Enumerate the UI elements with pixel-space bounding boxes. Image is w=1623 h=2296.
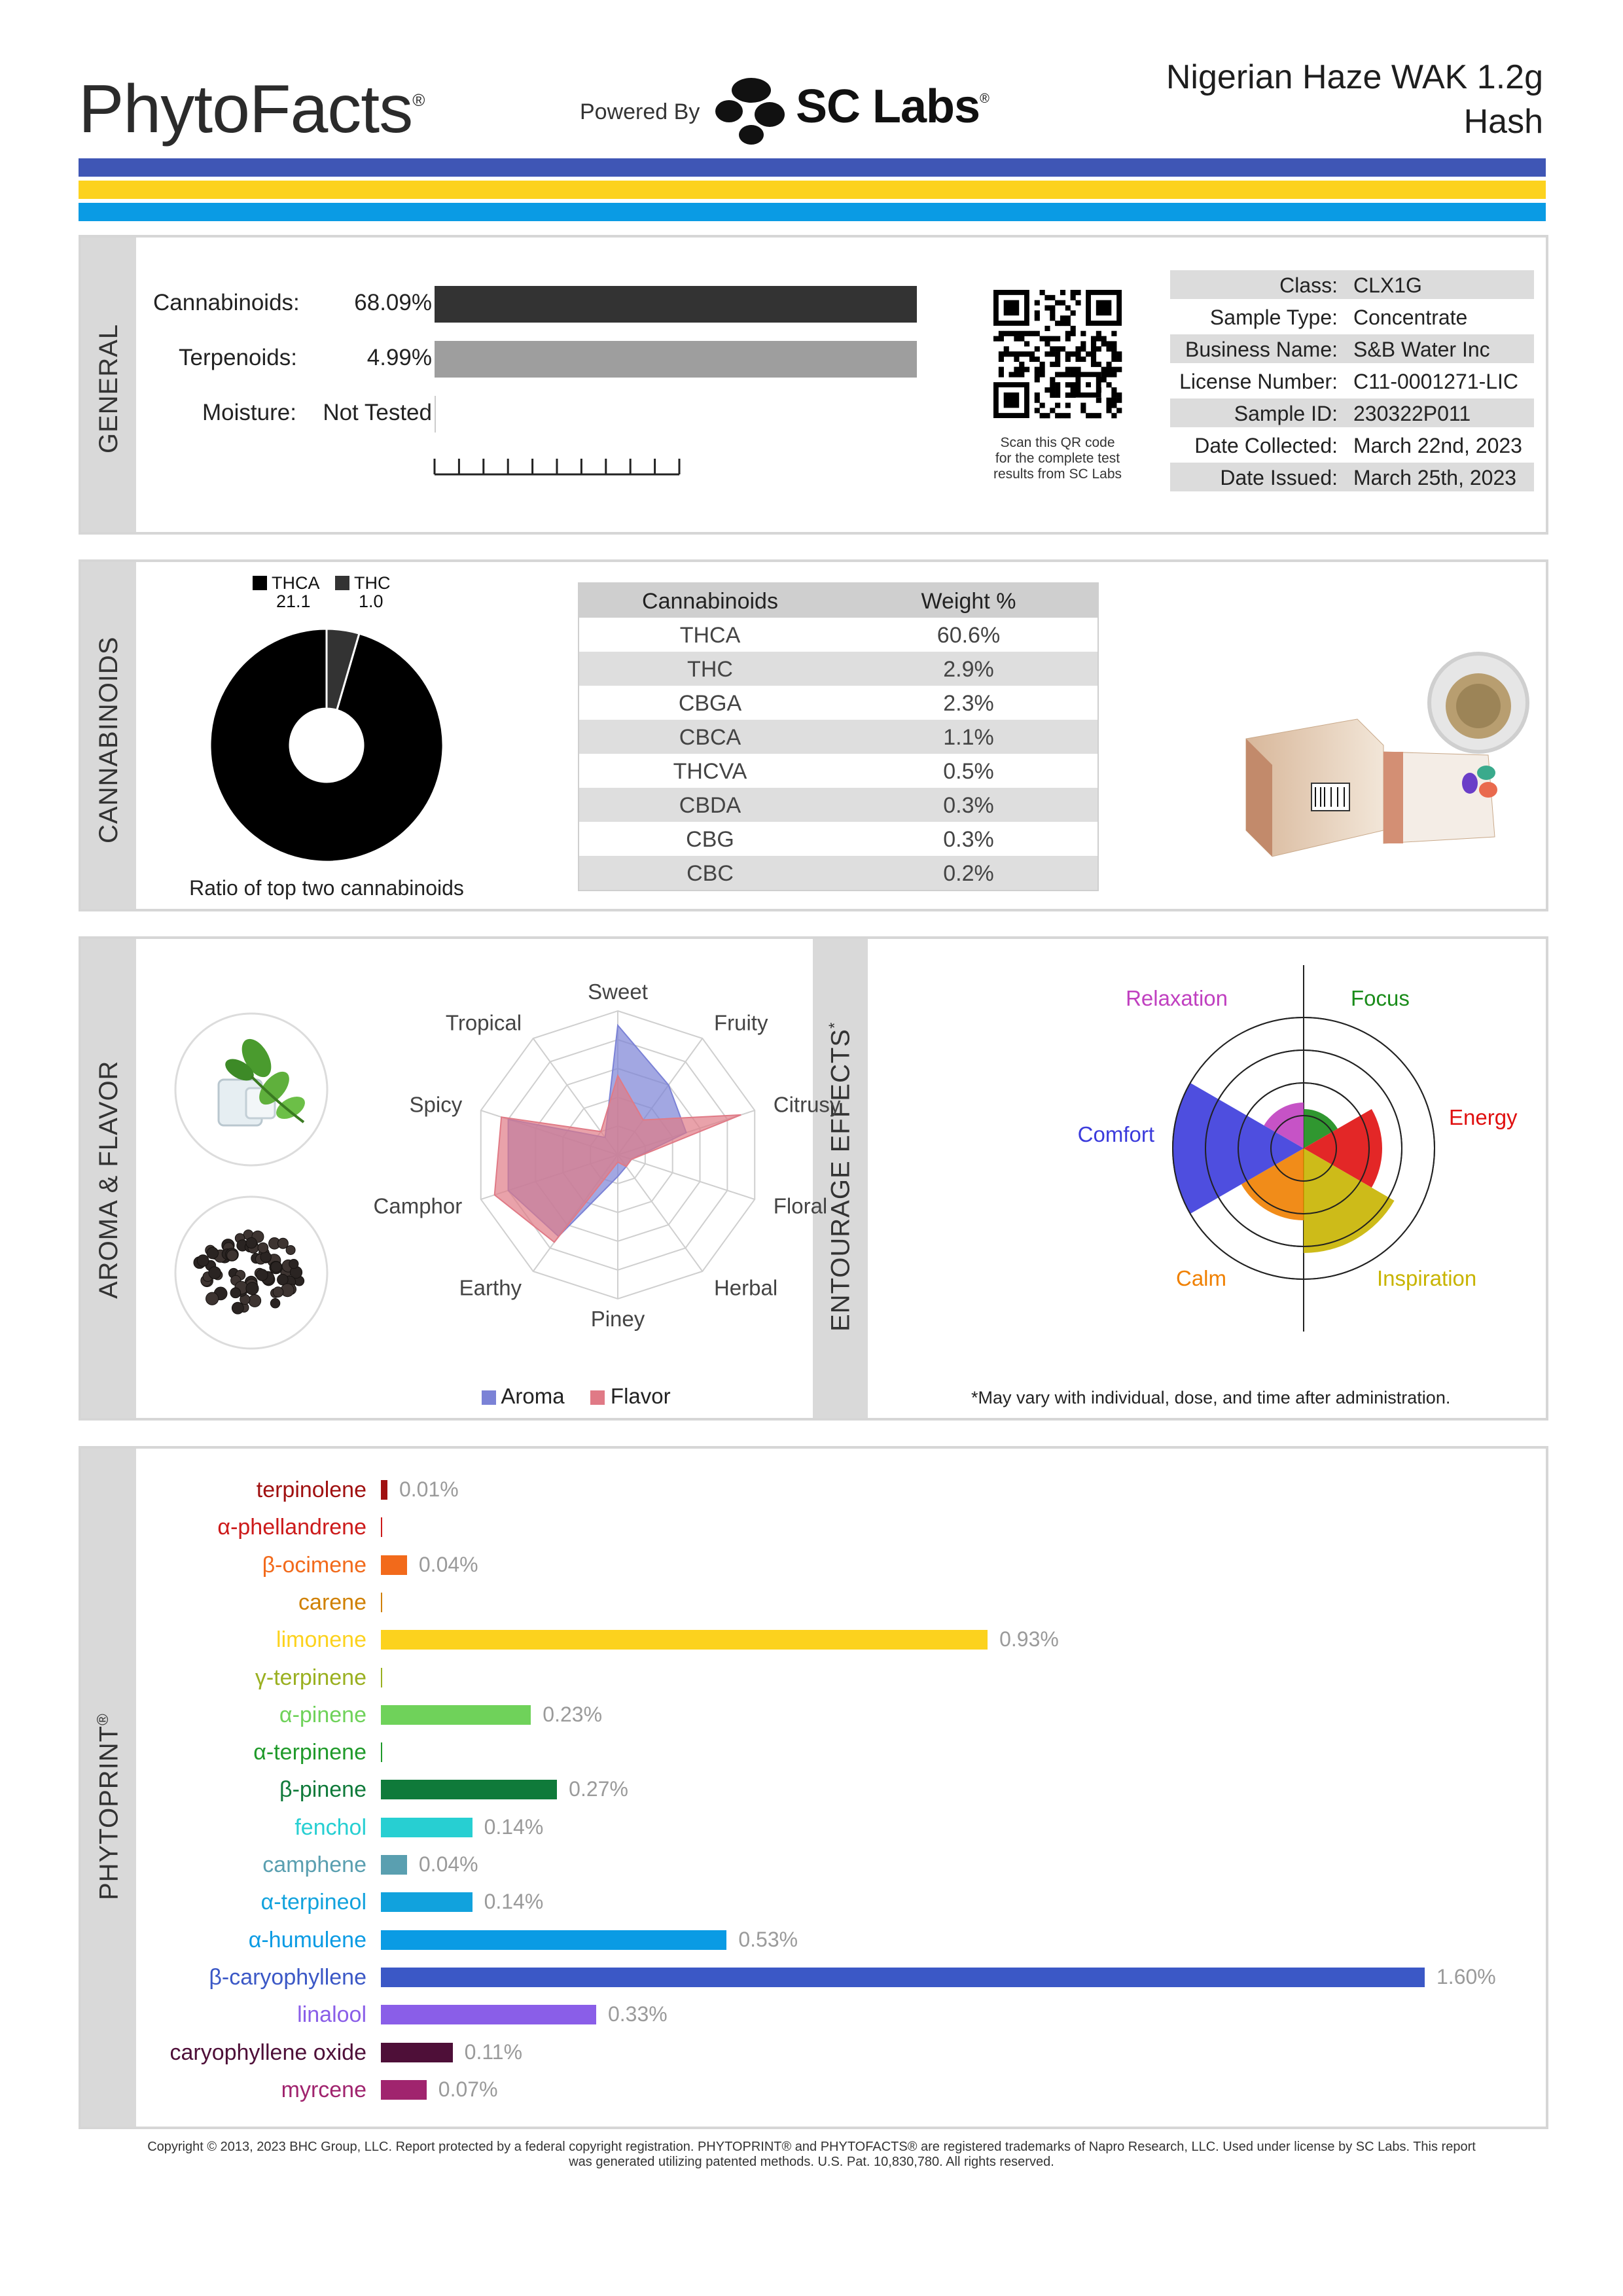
cannabinoids-section-label: CANNABINOIDS xyxy=(94,636,123,843)
general-row-value: 68.09% xyxy=(354,290,432,315)
phytoprint-section-label: PHYTOPRINT® xyxy=(94,1713,124,1900)
terpene-name: limonene xyxy=(276,1627,366,1653)
terpene-name: α-phellandrene xyxy=(217,1515,366,1540)
terpene-bar xyxy=(381,2080,427,2100)
general-panel xyxy=(79,235,1548,535)
cannabinoid-weight: 0.3% xyxy=(943,793,994,818)
terpene-bar xyxy=(381,1968,1425,1987)
terpene-name: α-pinene xyxy=(279,1702,366,1727)
radar-axis-label: Tropical xyxy=(445,1010,522,1035)
brand-mark: ® xyxy=(412,90,425,110)
detail-row xyxy=(1170,334,1534,363)
detail-value: 230322P011 xyxy=(1353,402,1471,425)
terpene-name: carene xyxy=(298,1589,366,1615)
detail-key: Date Collected: xyxy=(1194,434,1338,457)
detail-value: March 22nd, 2023 xyxy=(1353,434,1522,457)
detail-row xyxy=(1170,398,1534,427)
detail-key: Date Issued: xyxy=(1220,466,1338,489)
yellow-stripe xyxy=(79,181,1546,199)
table-row xyxy=(579,652,1097,686)
terpene-name: myrcene xyxy=(281,2077,366,2102)
cannabinoid-weight: 1.1% xyxy=(943,725,994,750)
terpene-name: caryophyllene oxide xyxy=(169,2040,366,2065)
terpene-value: 0.04% xyxy=(418,1852,478,1876)
detail-row xyxy=(1170,431,1534,459)
detail-key: Sample Type: xyxy=(1209,306,1338,329)
qr-code[interactable] xyxy=(993,290,1122,418)
cannabinoid-weight: 0.2% xyxy=(943,861,994,886)
detail-key: Business Name: xyxy=(1185,338,1338,361)
terpene-name: α-terpineol xyxy=(260,1890,366,1915)
general-scale-axis xyxy=(433,455,682,481)
radar-axis-label: Floral xyxy=(773,1193,828,1218)
terpene-value: 0.04% xyxy=(418,1552,478,1576)
pie-legend-thca: THCA 21.1 xyxy=(253,574,320,610)
sc-labs-wordmark: SC Labs® xyxy=(796,80,989,133)
legend-swatch xyxy=(253,576,267,590)
terpene-name: camphene xyxy=(262,1852,366,1877)
aroma-sidebar xyxy=(81,939,136,1418)
legend-swatch-flavor xyxy=(590,1390,605,1405)
product-title xyxy=(1166,55,1543,144)
table-row xyxy=(579,618,1097,652)
blue-stripe xyxy=(79,158,1546,177)
terpene-name: fenchol xyxy=(294,1814,366,1840)
terpene-value: 0.93% xyxy=(999,1627,1059,1651)
cannabinoid-ratio-donut xyxy=(209,627,444,863)
table-row xyxy=(579,720,1097,754)
legend-aroma: Aroma xyxy=(501,1384,565,1408)
terpene-value: 0.33% xyxy=(607,2002,668,2026)
radar-axis-label: Sweet xyxy=(588,980,648,1004)
terpene-value: 0.11% xyxy=(464,2040,523,2064)
detail-value: CLX1G xyxy=(1353,274,1422,297)
terpene-value: 1.60% xyxy=(1436,1964,1496,1988)
general-row-label: Terpenoids: xyxy=(179,345,297,370)
terpene-name: γ-terpinene xyxy=(255,1665,366,1690)
detail-row xyxy=(1170,270,1534,299)
table-row xyxy=(579,822,1097,856)
effect-label-calm: Calm xyxy=(1175,1266,1226,1290)
mint-ice-illustration xyxy=(173,1011,330,1168)
terpene-bar xyxy=(381,1930,726,1950)
detail-row xyxy=(1170,366,1534,395)
terpene-bar xyxy=(381,1855,407,1875)
terpene-value: 0.53% xyxy=(738,1927,798,1951)
legend-flavor: Flavor xyxy=(610,1384,671,1408)
light-blue-stripe xyxy=(79,203,1546,221)
radar-legend xyxy=(482,1384,671,1409)
terpene-bar xyxy=(381,1780,557,1799)
terpene-bar xyxy=(381,1705,531,1725)
detail-value: S&B Water Inc xyxy=(1353,338,1490,361)
terpene-value: 0.14% xyxy=(484,1890,544,1914)
effect-label-focus: Focus xyxy=(1351,986,1410,1010)
terpene-name: α-humulene xyxy=(248,1927,366,1952)
terpene-name: α-terpinene xyxy=(253,1740,366,1765)
donut-caption: Ratio of top two cannabinoids xyxy=(189,876,464,900)
detail-value: C11-0001271-LIC xyxy=(1353,370,1519,393)
phytofacts-logo xyxy=(79,71,424,149)
terpene-bar xyxy=(381,1668,382,1687)
general-section-label: GENERAL xyxy=(94,323,123,453)
aroma-section-label: AROMA & FLAVOR xyxy=(94,1060,123,1299)
terpene-value: 0.07% xyxy=(438,2077,498,2101)
detail-key: Sample ID: xyxy=(1234,402,1338,425)
detail-row xyxy=(1170,463,1534,491)
cannabinoid-name: CBG xyxy=(686,827,734,852)
copyright-footer xyxy=(79,2140,1544,2170)
cannabinoid-weight: 60.6% xyxy=(936,623,1001,648)
terpene-name: β-ocimene xyxy=(262,1552,366,1578)
terpene-name: β-pinene xyxy=(279,1777,366,1803)
terpene-value: 0.27% xyxy=(569,1777,628,1801)
qr-caption: Scan this QR code for the complete test results from SC Labs xyxy=(993,435,1122,482)
general-row-label: Cannabinoids: xyxy=(153,290,300,315)
copyright-line-1: Copyright © 2013, 2023 BHC Group, LLC. Report protected by a federal copyright registration. PHYTOPRINT® and PHYTOFACTS® are registered trademarks of Napro Research, LLC. Used under license by SC Labs. This report xyxy=(147,2140,1476,2154)
brand-name: PhytoFacts xyxy=(79,71,413,147)
general-row-value: 4.99% xyxy=(366,345,432,370)
general-sidebar xyxy=(81,238,136,532)
terpene-bar xyxy=(381,1517,382,1537)
radar-axis-label: Fruity xyxy=(713,1010,768,1035)
terpene-bar xyxy=(381,2043,453,2062)
effects-section-label: ENTOURAGE EFFECTS* xyxy=(826,1021,855,1332)
product-photo xyxy=(1161,641,1541,850)
terpene-name: linalool xyxy=(297,2002,366,2028)
table-row xyxy=(579,856,1097,890)
cannabinoid-name: CBCA xyxy=(679,725,741,750)
terpene-bar xyxy=(381,2005,596,2024)
cannabinoid-weight: 2.3% xyxy=(943,691,994,716)
radar-axis-label: Piney xyxy=(590,1307,645,1331)
general-row-value: Not Tested xyxy=(323,400,432,425)
entourage-effects-chart xyxy=(893,959,1547,1351)
radar-axis-label: Spicy xyxy=(409,1092,463,1117)
cannabinoid-name: CBC xyxy=(687,861,734,886)
general-row-bar xyxy=(435,286,917,323)
legend-swatch xyxy=(335,576,349,590)
terpene-bar xyxy=(381,1555,407,1575)
product-type: Hash xyxy=(1463,103,1543,141)
cannabinoid-name: THCVA xyxy=(673,759,747,784)
cannabinoid-name: THCA xyxy=(679,623,741,648)
pie-legend-thc: THC 1.0 xyxy=(335,574,391,610)
radar-axis-label: Citrusy xyxy=(773,1092,841,1117)
detail-value: Concentrate xyxy=(1353,306,1468,329)
effects-sidebar xyxy=(813,939,868,1418)
cannabinoid-name: THC xyxy=(687,657,733,682)
table-row xyxy=(579,754,1097,788)
terpene-bar xyxy=(381,1742,382,1762)
copyright-line-2: was generated utilizing patented methods. U.S. Pat. 10,830,780. All rights reserved. xyxy=(569,2155,1054,2169)
table-row xyxy=(579,788,1097,822)
radar-axis-label: Camphor xyxy=(373,1193,463,1218)
detail-row xyxy=(1170,302,1534,331)
legend-swatch-aroma xyxy=(482,1390,496,1405)
effect-label-energy: Energy xyxy=(1449,1105,1518,1129)
aroma-effects-panel xyxy=(79,936,1548,1421)
cannabinoid-weight: 2.9% xyxy=(943,657,994,682)
terpene-value: 0.23% xyxy=(543,1702,603,1726)
effects-note: *May vary with individual, dose, and time after administration. xyxy=(971,1388,1451,1407)
terpene-bar xyxy=(381,1480,387,1500)
terpene-value: 0.14% xyxy=(484,1814,544,1839)
terpene-bar xyxy=(381,1892,473,1912)
general-row-bar xyxy=(435,341,917,378)
column-header-weight: Weight % xyxy=(921,589,1016,614)
cannabinoids-sidebar xyxy=(81,562,136,909)
column-header-cannabinoids: Cannabinoids xyxy=(642,589,778,614)
radar-axis-label: Herbal xyxy=(713,1275,778,1300)
terpene-bar xyxy=(381,1630,988,1650)
powered-by-label: Powered By xyxy=(580,99,700,124)
peppercorn-illustration xyxy=(173,1194,330,1351)
table-row xyxy=(579,686,1097,720)
effect-label-inspiration: Inspiration xyxy=(1377,1266,1477,1290)
sc-labs-logo-icon xyxy=(715,77,788,149)
terpene-bar xyxy=(381,1818,473,1837)
product-name: Nigerian Haze WAK 1.2g xyxy=(1166,58,1543,96)
cannabinoid-name: CBGA xyxy=(678,691,742,716)
effect-label-comfort: Comfort xyxy=(1077,1122,1154,1146)
general-row-label: Moisture: xyxy=(202,400,296,425)
radar-axis-label: Earthy xyxy=(459,1275,522,1300)
phytoprint-sidebar xyxy=(81,1449,136,2127)
terpene-bar xyxy=(381,1593,382,1612)
table-header xyxy=(579,584,1097,618)
terpene-name: β-caryophyllene xyxy=(209,1964,366,1990)
cannabinoids-table xyxy=(578,582,1099,891)
effect-label-relaxation: Relaxation xyxy=(1126,986,1228,1010)
detail-value: March 25th, 2023 xyxy=(1353,466,1517,489)
cannabinoid-name: CBDA xyxy=(679,793,741,818)
terpene-name: terpinolene xyxy=(256,1477,366,1502)
detail-key: License Number: xyxy=(1179,370,1338,393)
cannabinoid-weight: 0.3% xyxy=(943,827,994,852)
detail-key: Class: xyxy=(1279,274,1338,297)
terpene-value: 0.01% xyxy=(399,1477,459,1501)
general-row-bar xyxy=(435,396,436,433)
cannabinoid-weight: 0.5% xyxy=(943,759,994,784)
